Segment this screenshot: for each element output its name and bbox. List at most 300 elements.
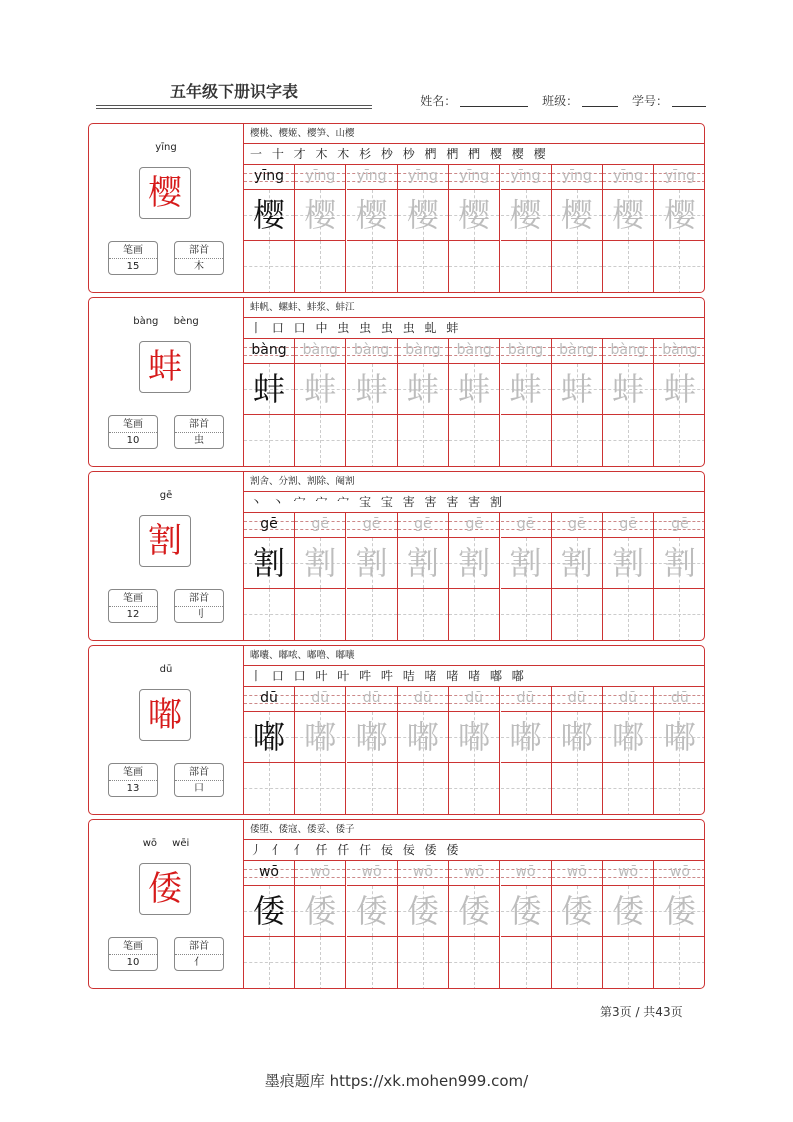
character-trace: 樱 — [304, 196, 337, 234]
character-cell[interactable] — [398, 886, 448, 937]
character-cell[interactable] — [552, 364, 602, 415]
character-trace: 樱 — [406, 196, 439, 234]
page-header — [96, 80, 706, 112]
pinyin-cell[interactable] — [552, 339, 602, 364]
character-trace: 蚌 — [304, 370, 337, 408]
character-trace: 割 — [560, 544, 593, 582]
character-trace: 割 — [304, 544, 337, 582]
character-cell[interactable] — [501, 190, 551, 241]
blank-practice-cell[interactable] — [244, 415, 294, 467]
blank-practice-cell[interactable] — [295, 589, 345, 641]
character-box — [139, 515, 191, 567]
character-cell[interactable] — [244, 886, 294, 937]
stroke-count-value: 10 — [126, 435, 140, 446]
stroke-count-box — [108, 937, 158, 971]
character-trace: 樱 — [355, 196, 388, 234]
blank-practice-cell[interactable] — [449, 589, 499, 641]
radical-label: 部首 — [175, 764, 223, 781]
grid-column — [603, 687, 654, 815]
character-cell[interactable] — [603, 190, 653, 241]
character-trace: 嘟 — [612, 718, 645, 756]
character-cell[interactable] — [347, 538, 397, 589]
pinyin-cell[interactable] — [603, 339, 653, 364]
radical-value: 木 — [194, 261, 204, 272]
character-trace: 嘟 — [560, 718, 593, 756]
number-blank[interactable] — [672, 95, 706, 107]
character-trace: 蚌 — [509, 370, 542, 408]
stroke-order-sequence: 丶 丶 宀 宀 宀 宝 宝 害 害 害 害 割 — [250, 495, 505, 509]
stroke-count-label: 笔画 — [109, 242, 157, 259]
writing-grid — [244, 687, 705, 815]
character-card — [88, 645, 705, 815]
pinyin-trace: gē — [619, 516, 637, 532]
grid-column — [295, 861, 346, 989]
character-cell[interactable] — [449, 364, 499, 415]
grid-column — [654, 861, 705, 989]
character-cell[interactable] — [449, 712, 499, 763]
pinyin-cell[interactable] — [347, 339, 397, 364]
pinyin-cell[interactable] — [295, 165, 345, 190]
character-trace: 蚌 — [560, 370, 593, 408]
pinyin-cell[interactable] — [398, 513, 448, 538]
example-words: 倭堕、倭寇、倭妥、倭子 — [244, 820, 705, 840]
character-cell[interactable] — [347, 364, 397, 415]
radical-label: 部首 — [175, 242, 223, 259]
pinyin-cell[interactable] — [552, 165, 602, 190]
number-label: 学号： — [631, 94, 668, 108]
grid-column — [347, 513, 398, 641]
pinyin-trace: dū — [671, 690, 689, 706]
grid-column — [295, 339, 346, 467]
grid-column — [347, 687, 398, 815]
pinyin-cell[interactable] — [398, 165, 448, 190]
character-cell[interactable] — [603, 538, 653, 589]
radical-label: 部首 — [175, 590, 223, 607]
character-cell[interactable] — [552, 190, 602, 241]
title-underline-double — [96, 108, 372, 109]
stroke-order-sequence: 丿 亻 亻 仟 仟 仠 佞 佞 倭 倭 — [250, 843, 462, 857]
student-info-fields — [410, 92, 706, 109]
stroke-order-sequence: 一 十 才 木 木 杉 杪 杪 椚 椚 椚 樱 樱 樱 — [250, 147, 549, 161]
blank-practice-cell[interactable] — [244, 241, 294, 293]
character-trace: 嘟 — [304, 718, 337, 756]
pinyin-cell[interactable] — [295, 861, 345, 886]
class-field[interactable] — [542, 92, 618, 109]
blank-practice-cell[interactable] — [501, 937, 551, 989]
blank-practice-cell[interactable] — [295, 937, 345, 989]
radical-box — [174, 241, 224, 275]
character-cell[interactable] — [449, 538, 499, 589]
pinyin-trace: gē — [311, 516, 330, 532]
character-cell[interactable] — [449, 886, 499, 937]
pinyin-cell[interactable] — [295, 339, 345, 364]
blank-practice-cell[interactable] — [398, 589, 448, 641]
example-words: 嘟囔、嘟哝、嘟噜、嘟嚷 — [244, 646, 705, 666]
pinyin-trace: bàng — [405, 342, 441, 358]
stroke-count-box — [108, 415, 158, 449]
character-cell[interactable] — [398, 538, 448, 589]
character-display: 蚌 — [148, 347, 182, 387]
stroke-order — [244, 666, 705, 687]
practice-area — [243, 820, 705, 988]
pinyin-cell[interactable] — [654, 861, 705, 886]
character-model: 樱 — [252, 196, 285, 234]
pinyin-cell[interactable] — [244, 165, 294, 190]
blank-practice-cell[interactable] — [501, 589, 551, 641]
character-trace: 蚌 — [612, 370, 645, 408]
character-trace: 嘟 — [663, 718, 696, 756]
blank-practice-cell[interactable] — [552, 937, 602, 989]
blank-practice-cell[interactable] — [398, 937, 448, 989]
character-display: 嘟 — [148, 695, 182, 735]
pinyin-trace: dū — [619, 690, 637, 706]
pinyin-cell[interactable] — [244, 513, 294, 538]
character-cell[interactable] — [295, 190, 345, 241]
stroke-order — [244, 318, 705, 339]
pinyin-cell[interactable] — [449, 165, 499, 190]
pinyin-trace: wō — [669, 864, 690, 880]
stroke-count-value: 15 — [126, 261, 140, 272]
pinyin-trace: bàng — [662, 342, 698, 358]
blank-practice-cell[interactable] — [654, 241, 705, 293]
blank-practice-cell[interactable] — [603, 937, 653, 989]
practice-area — [243, 124, 705, 292]
writing-grid — [244, 165, 705, 293]
stroke-order — [244, 840, 705, 861]
radical-box — [174, 589, 224, 623]
character-trace: 樱 — [560, 196, 593, 234]
pinyin-cell[interactable] — [244, 861, 294, 886]
grid-column — [654, 687, 705, 815]
character-box — [139, 167, 191, 219]
pinyin-trace: gē — [568, 516, 586, 532]
grid-column — [449, 165, 500, 293]
pinyin-cell[interactable] — [449, 861, 499, 886]
character-trace: 樱 — [612, 196, 645, 234]
grid-column — [603, 339, 654, 467]
stroke-count-box — [108, 241, 158, 275]
radical-label: 部首 — [175, 938, 223, 955]
blank-practice-cell[interactable] — [501, 415, 551, 467]
grid-column — [244, 687, 295, 815]
character-model: 割 — [252, 544, 285, 582]
pinyin-cell[interactable] — [398, 687, 448, 712]
blank-practice-cell[interactable] — [295, 763, 345, 815]
character-cell[interactable] — [654, 538, 705, 589]
pinyin-cell[interactable] — [654, 687, 705, 712]
radical-box — [174, 415, 224, 449]
grid-column — [295, 165, 346, 293]
pinyin-cell[interactable] — [501, 861, 551, 886]
grid-column — [654, 165, 705, 293]
character-cell[interactable] — [449, 190, 499, 241]
pinyin-trace: wō — [566, 864, 587, 880]
blank-practice-cell[interactable] — [347, 241, 397, 293]
pinyin-cell[interactable] — [398, 339, 448, 364]
stroke-count-label: 笔画 — [109, 938, 157, 955]
character-cell[interactable] — [501, 364, 551, 415]
pinyin-trace: dū — [414, 690, 432, 706]
character-cell[interactable] — [654, 190, 705, 241]
character-trace: 嘟 — [509, 718, 542, 756]
grid-column — [501, 339, 552, 467]
page-number: 第3页 / 共43页 — [600, 1005, 683, 1019]
pinyin-trace: dū — [567, 690, 586, 706]
character-trace: 倭 — [612, 892, 645, 930]
character-cell[interactable] — [501, 538, 551, 589]
character-cell[interactable] — [244, 190, 294, 241]
blank-practice-cell[interactable] — [654, 415, 705, 467]
blank-practice-cell[interactable] — [603, 763, 653, 815]
character-cell[interactable] — [501, 886, 551, 937]
pinyin-cell[interactable] — [603, 165, 653, 190]
pinyin-cell[interactable] — [295, 687, 345, 712]
character-cell[interactable] — [244, 364, 294, 415]
name-field[interactable] — [420, 92, 528, 109]
character-card — [88, 297, 705, 467]
blank-practice-cell[interactable] — [552, 415, 602, 467]
number-field[interactable] — [632, 92, 706, 109]
blank-practice-cell[interactable] — [398, 415, 448, 467]
character-cell[interactable] — [501, 712, 551, 763]
character-trace: 蚌 — [406, 370, 439, 408]
grid-column — [347, 861, 398, 989]
example-words: 割舍、分割、割除、阉割 — [244, 472, 705, 492]
grid-column — [552, 513, 603, 641]
grid-column — [603, 513, 654, 641]
pinyin-cell[interactable] — [347, 165, 397, 190]
name-blank[interactable] — [460, 95, 528, 107]
character-pinyin: yīng — [155, 142, 177, 153]
character-cell[interactable] — [244, 712, 294, 763]
pinyin-trace: wō — [464, 864, 485, 880]
grid-column — [295, 513, 346, 641]
grid-column — [501, 861, 552, 989]
blank-practice-cell[interactable] — [603, 589, 653, 641]
blank-practice-cell[interactable] — [552, 241, 602, 293]
pinyin-cell[interactable] — [347, 513, 397, 538]
stroke-order — [244, 492, 705, 513]
blank-practice-cell[interactable] — [347, 589, 397, 641]
character-cell[interactable] — [603, 886, 653, 937]
character-trace: 割 — [355, 544, 388, 582]
blank-practice-cell[interactable] — [398, 763, 448, 815]
grid-column — [398, 861, 449, 989]
character-card — [88, 471, 705, 641]
blank-practice-cell[interactable] — [603, 241, 653, 293]
blank-practice-cell[interactable] — [398, 241, 448, 293]
blank-practice-cell[interactable] — [295, 415, 345, 467]
pinyin-model: yīng — [254, 168, 284, 184]
stroke-count-label: 笔画 — [109, 590, 157, 607]
character-card — [88, 819, 705, 989]
character-cell[interactable] — [552, 538, 602, 589]
blank-practice-cell[interactable] — [347, 763, 397, 815]
pinyin-model: bàng — [251, 342, 287, 358]
blank-practice-cell[interactable] — [449, 241, 499, 293]
stroke-count-box — [108, 763, 158, 797]
pinyin-model: wō — [258, 864, 279, 880]
blank-practice-cell[interactable] — [654, 763, 705, 815]
character-cell[interactable] — [347, 190, 397, 241]
character-cell[interactable] — [654, 712, 705, 763]
character-cell[interactable] — [398, 364, 448, 415]
stroke-count-value: 10 — [126, 957, 140, 968]
character-trace: 嘟 — [406, 718, 439, 756]
blank-practice-cell[interactable] — [552, 589, 602, 641]
grid-column — [244, 861, 295, 989]
character-cell[interactable] — [295, 364, 345, 415]
grid-column — [552, 687, 603, 815]
pinyin-cell[interactable] — [449, 513, 499, 538]
character-trace: 蚌 — [458, 370, 491, 408]
character-cell[interactable] — [347, 712, 397, 763]
character-cell[interactable] — [295, 886, 345, 937]
pinyin-trace: dū — [516, 690, 535, 706]
character-trace: 蚌 — [663, 370, 696, 408]
grid-column — [501, 165, 552, 293]
pinyin-cell[interactable] — [603, 687, 653, 712]
pinyin-cell[interactable] — [244, 687, 294, 712]
pinyin-cell[interactable] — [654, 165, 705, 190]
pinyin-cell[interactable] — [552, 687, 602, 712]
blank-practice-cell[interactable] — [449, 415, 499, 467]
pinyin-model: dū — [260, 690, 278, 706]
character-cell[interactable] — [295, 712, 345, 763]
pinyin-cell[interactable] — [347, 861, 397, 886]
character-model: 嘟 — [252, 718, 285, 756]
character-cell[interactable] — [398, 712, 448, 763]
stroke-count-value: 12 — [126, 609, 140, 620]
character-trace: 倭 — [355, 892, 388, 930]
pinyin-cell[interactable] — [552, 861, 602, 886]
character-trace: 倭 — [458, 892, 491, 930]
pinyin-cell[interactable] — [654, 339, 705, 364]
grid-column — [449, 687, 500, 815]
grid-column — [398, 687, 449, 815]
blank-practice-cell[interactable] — [654, 589, 705, 641]
character-info — [89, 820, 243, 988]
character-cell[interactable] — [398, 190, 448, 241]
pinyin-cell[interactable] — [501, 339, 551, 364]
character-cell[interactable] — [603, 364, 653, 415]
pinyin-cell[interactable] — [501, 687, 551, 712]
pinyin-cell[interactable] — [501, 513, 551, 538]
grid-column — [449, 861, 500, 989]
example-words: 蚌帆、螺蚌、蚌浆、蚌江 — [244, 298, 705, 318]
class-blank[interactable] — [582, 95, 618, 107]
character-pinyin: bàng bèng — [133, 316, 199, 327]
character-cell[interactable] — [603, 712, 653, 763]
blank-practice-cell[interactable] — [603, 415, 653, 467]
pinyin-cell[interactable] — [295, 513, 345, 538]
character-cell[interactable] — [244, 538, 294, 589]
character-model: 蚌 — [252, 370, 285, 408]
pinyin-trace: gē — [516, 516, 535, 532]
blank-practice-cell[interactable] — [347, 415, 397, 467]
blank-practice-cell[interactable] — [552, 763, 602, 815]
character-model: 倭 — [252, 892, 285, 930]
blank-practice-cell[interactable] — [244, 589, 294, 641]
pinyin-cell[interactable] — [449, 339, 499, 364]
pinyin-trace: wō — [515, 864, 536, 880]
pinyin-cell[interactable] — [347, 687, 397, 712]
pinyin-trace: bàng — [456, 342, 492, 358]
blank-practice-cell[interactable] — [347, 937, 397, 989]
pinyin-trace: wō — [361, 864, 382, 880]
pinyin-cell[interactable] — [603, 513, 653, 538]
blank-practice-cell[interactable] — [295, 241, 345, 293]
pinyin-cell[interactable] — [552, 513, 602, 538]
character-cell[interactable] — [552, 886, 602, 937]
writing-grid — [244, 861, 705, 989]
character-cell[interactable] — [347, 886, 397, 937]
grid-column — [347, 165, 398, 293]
blank-practice-cell[interactable] — [654, 937, 705, 989]
character-cell[interactable] — [295, 538, 345, 589]
stroke-order-sequence: 丨 口 口 中 虫 虫 虫 虫 虬 蚌 — [250, 321, 462, 335]
blank-practice-cell[interactable] — [244, 763, 294, 815]
grid-column — [654, 513, 705, 641]
blank-practice-cell[interactable] — [501, 241, 551, 293]
pinyin-trace: gē — [465, 516, 483, 532]
title-underline — [96, 105, 372, 106]
grid-column — [347, 339, 398, 467]
pinyin-trace: gē — [414, 516, 432, 532]
radical-label: 部首 — [175, 416, 223, 433]
blank-practice-cell[interactable] — [501, 763, 551, 815]
pinyin-trace: wō — [412, 864, 433, 880]
pinyin-cell[interactable] — [603, 861, 653, 886]
character-cell[interactable] — [654, 886, 705, 937]
pinyin-trace: bàng — [353, 342, 390, 358]
character-cell[interactable] — [552, 712, 602, 763]
pinyin-trace: gē — [362, 516, 381, 532]
character-trace: 樱 — [458, 196, 491, 234]
grid-column — [449, 513, 500, 641]
pinyin-trace: wō — [618, 864, 639, 880]
character-cell[interactable] — [654, 364, 705, 415]
pinyin-cell[interactable] — [654, 513, 705, 538]
pinyin-cell[interactable] — [501, 165, 551, 190]
grid-column — [398, 513, 449, 641]
character-trace: 樱 — [509, 196, 542, 234]
pinyin-cell[interactable] — [398, 861, 448, 886]
practice-area — [243, 472, 705, 640]
blank-practice-cell[interactable] — [449, 763, 499, 815]
character-info — [89, 298, 243, 466]
radical-value: 口 — [194, 783, 204, 794]
stroke-count-box — [108, 589, 158, 623]
pinyin-model: gē — [260, 516, 278, 532]
blank-practice-cell[interactable] — [449, 937, 499, 989]
pinyin-trace: yīng — [664, 168, 695, 184]
pinyin-trace: dū — [311, 690, 330, 706]
pinyin-trace: yīng — [407, 168, 438, 184]
character-trace: 樱 — [663, 196, 696, 234]
pinyin-cell[interactable] — [244, 339, 294, 364]
blank-practice-cell[interactable] — [244, 937, 294, 989]
grid-column — [449, 339, 500, 467]
pinyin-trace: wō — [310, 864, 331, 880]
pinyin-cell[interactable] — [449, 687, 499, 712]
character-trace: 割 — [406, 544, 439, 582]
character-info — [89, 124, 243, 292]
character-box — [139, 863, 191, 915]
grid-column — [244, 165, 295, 293]
pinyin-trace: yīng — [561, 168, 592, 184]
pinyin-trace: yīng — [459, 168, 490, 184]
